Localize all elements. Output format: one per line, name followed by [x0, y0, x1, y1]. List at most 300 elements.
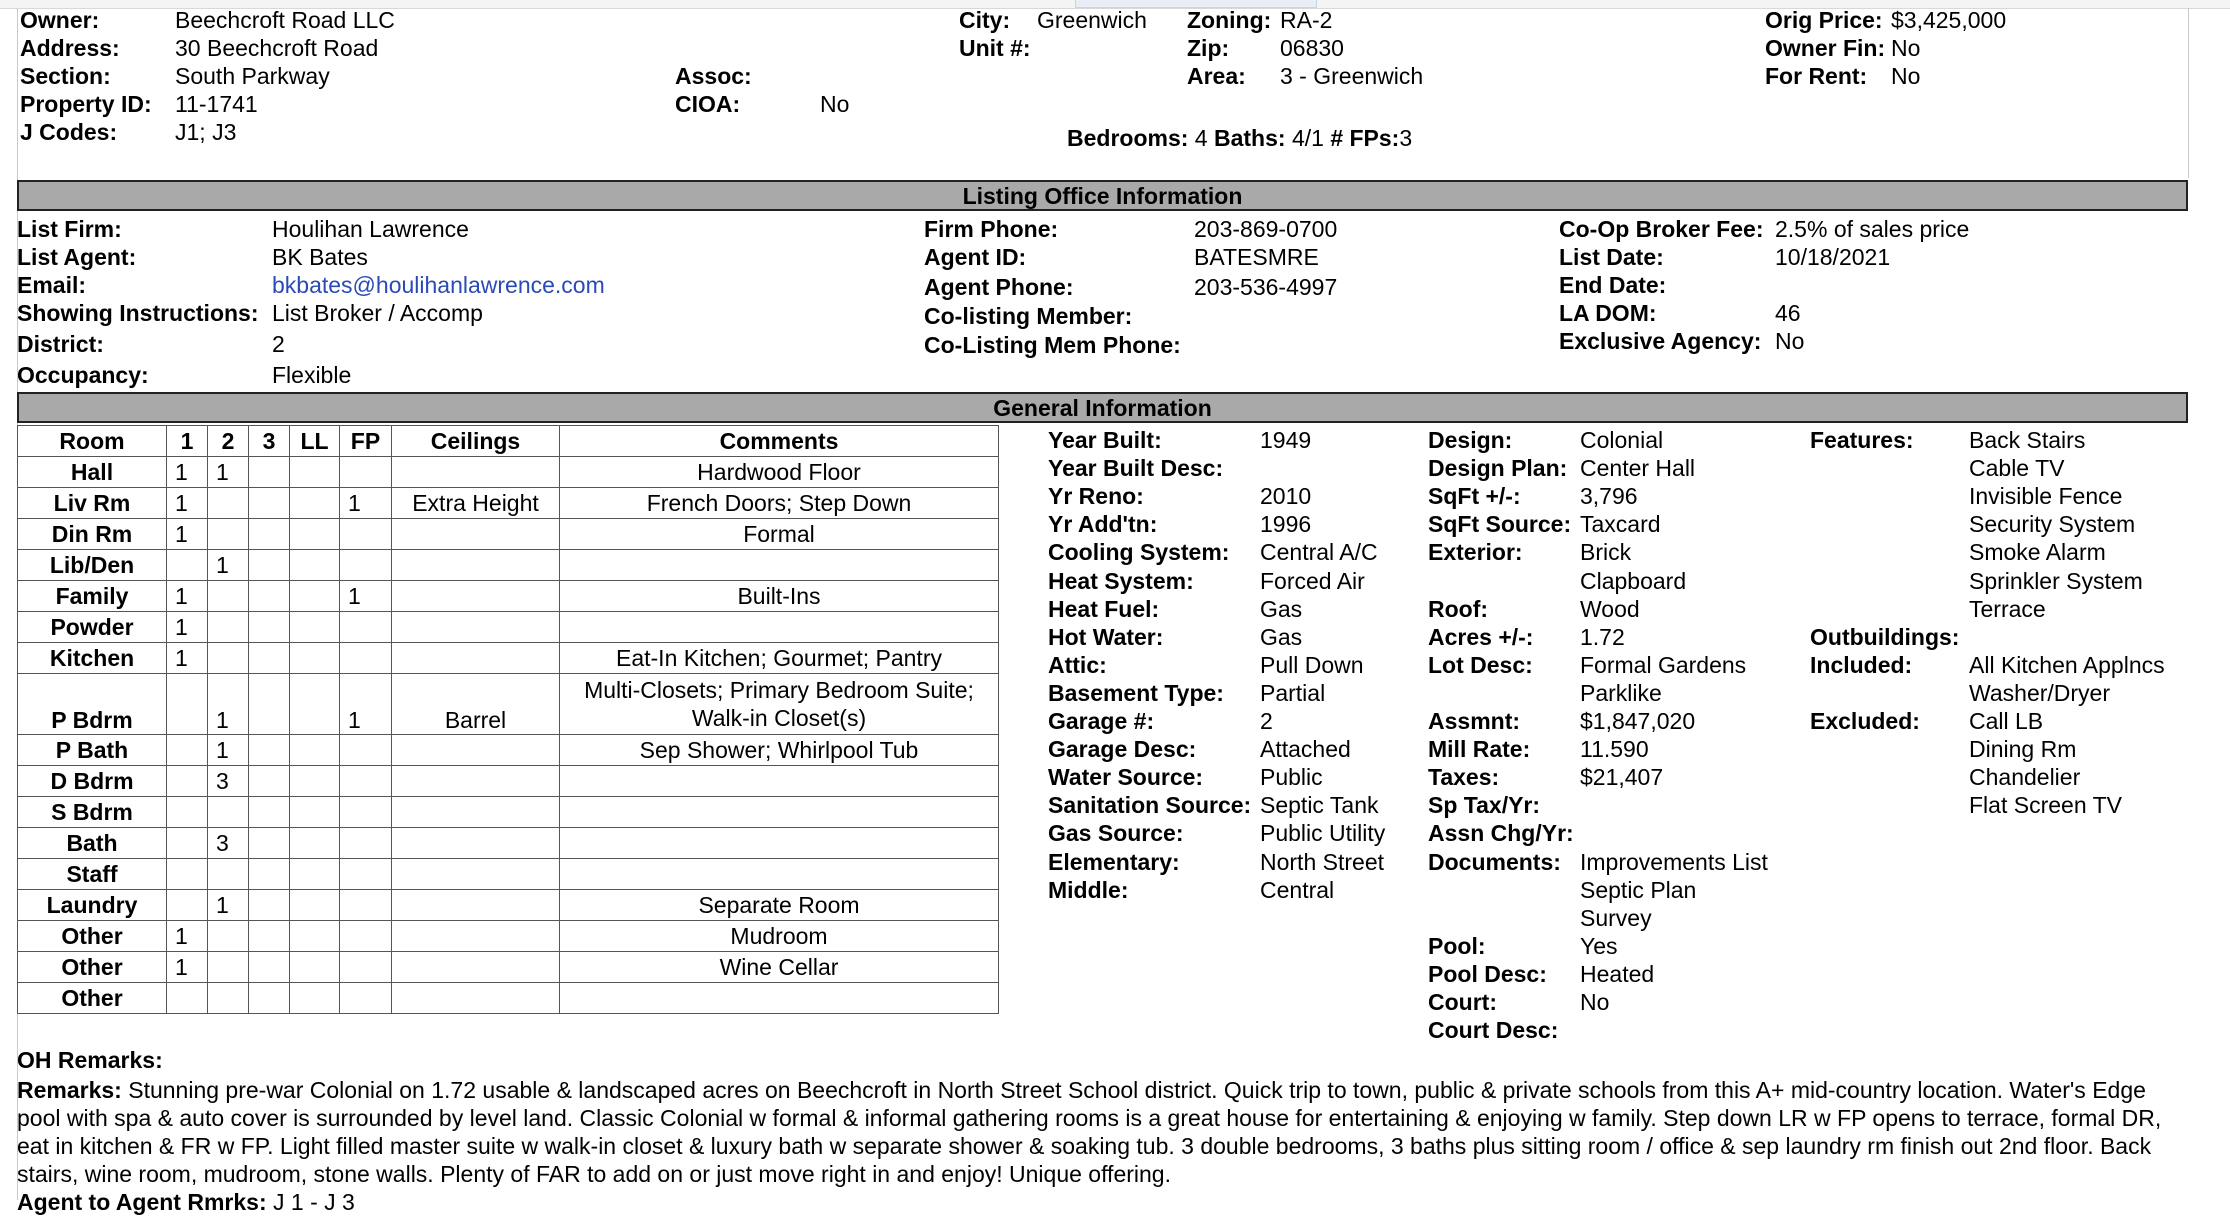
zip-label: Zip: — [1187, 35, 1230, 61]
showing-value: List Broker / Accomp — [272, 300, 483, 326]
rooms-row — [18, 612, 999, 643]
room-cell-l3 — [249, 735, 290, 766]
firm-phone-value: 203-869-0700 — [1194, 216, 1338, 242]
col_b-value: 11.590 — [1580, 736, 1649, 763]
owner-fin-value: No — [1891, 35, 1921, 61]
room-cell-ll — [290, 828, 340, 859]
rooms-row — [18, 674, 999, 735]
agent-remarks-text: J 1 - J 3 — [273, 1189, 355, 1215]
agent-phone-label: Agent Phone: — [924, 274, 1074, 300]
col_b-value: Yes — [1580, 932, 1618, 959]
list-agent-label: List Agent: — [17, 244, 137, 270]
room-cell-fp: 1 — [340, 674, 392, 735]
col_c-value: Washer/Dryer — [1969, 679, 2110, 706]
zoning-value: RA-2 — [1280, 7, 1333, 33]
owner-fin-label: Owner Fin: — [1765, 35, 1886, 61]
col_b-label: Design: — [1428, 427, 1513, 453]
room-cell-comments: Built-Ins — [560, 581, 999, 612]
room-cell-room: Hall — [18, 457, 167, 488]
room-cell-l3 — [249, 828, 290, 859]
room-cell-ll — [290, 859, 340, 890]
room-cell-comments: Multi-Closets; Primary Bedroom Suite; Walk-in Closet(s) — [560, 674, 999, 735]
col_a-value: 2 — [1260, 708, 1273, 734]
assoc-label: Assoc: — [675, 63, 752, 89]
room-cell-l2 — [208, 921, 249, 952]
room-cell-l3 — [249, 766, 290, 797]
remarks-block — [17, 1076, 2187, 1188]
rooms-row — [18, 859, 999, 890]
col_b-label: Court: — [1428, 989, 1497, 1015]
col_b-value: Center Hall — [1580, 455, 1696, 482]
room-cell-l1 — [167, 797, 208, 828]
room-cell-l1: 1 — [167, 581, 208, 612]
room-cell-comments — [560, 612, 999, 643]
room-cell-comments: Separate Room — [560, 890, 999, 921]
room-cell-l2 — [208, 797, 249, 828]
col_a-value: Partial — [1260, 679, 1326, 706]
room-cell-l1: 1 — [167, 952, 208, 983]
rooms-header-cell: 2 — [208, 426, 249, 457]
room-cell-ceilings — [392, 828, 560, 859]
listing-office-banner: Listing Office Information — [17, 180, 2188, 211]
col_a-label: Middle: — [1048, 876, 1129, 903]
room-cell-l2: 1 — [208, 550, 249, 581]
room-cell-ceilings — [392, 890, 560, 921]
col_a-value: Public — [1260, 764, 1323, 791]
room-cell-l2: 1 — [208, 890, 249, 921]
room-cell-ll — [290, 550, 340, 581]
room-cell-l3 — [249, 952, 290, 983]
col_c-value: Call LB — [1969, 708, 2044, 734]
rooms-row — [18, 828, 999, 859]
rooms-row — [18, 488, 999, 519]
bed-bath-line — [1067, 124, 1412, 152]
col_c-value: Smoke Alarm — [1969, 539, 2106, 566]
room-cell-ceilings — [392, 797, 560, 828]
room-cell-l2 — [208, 983, 249, 1014]
rooms-row — [18, 797, 999, 828]
remarks-label: Remarks: — [17, 1077, 122, 1103]
room-cell-comments — [560, 828, 999, 859]
col_c-value: All Kitchen Applncs — [1969, 651, 2165, 678]
excl-agency-value: No — [1775, 328, 1805, 354]
room-cell-fp — [340, 519, 392, 550]
agent-remarks-line — [17, 1188, 355, 1216]
room-cell-fp — [340, 890, 392, 921]
jcodes-label: J Codes: — [20, 119, 118, 145]
col_c-label: Features: — [1810, 427, 1914, 453]
room-cell-comments — [560, 550, 999, 581]
room-cell-ll — [290, 519, 340, 550]
for-rent-value: No — [1891, 63, 1921, 89]
room-cell-ceilings — [392, 550, 560, 581]
col_a-value: Septic Tank — [1260, 792, 1379, 819]
room-cell-l1 — [167, 890, 208, 921]
rooms-header-cell: 3 — [249, 426, 290, 457]
room-cell-l2 — [208, 859, 249, 890]
colist-member-label: Co-listing Member: — [924, 303, 1133, 329]
col_b-value: Colonial — [1580, 427, 1664, 453]
oh-remarks-label: OH Remarks: — [17, 1047, 163, 1073]
room-cell-ceilings — [392, 519, 560, 550]
rooms-header-cell: LL — [290, 426, 340, 457]
col_b-value: $1,847,020 — [1580, 708, 1696, 734]
col_a-label: Yr Reno: — [1048, 483, 1144, 510]
room-cell-ceilings — [392, 612, 560, 643]
room-cell-fp — [340, 643, 392, 674]
list-firm-label: List Firm: — [17, 216, 122, 242]
room-cell-room: Staff — [18, 859, 167, 890]
room-cell-l2 — [208, 581, 249, 612]
col_a-label: Sanitation Source: — [1048, 792, 1252, 819]
agent-remarks-label: Agent to Agent Rmrks: — [17, 1189, 267, 1215]
room-cell-room: Other — [18, 952, 167, 983]
rooms-header-cell: 1 — [167, 426, 208, 457]
unit-label: Unit #: — [959, 35, 1031, 61]
room-cell-room: P Bath — [18, 735, 167, 766]
room-cell-l3 — [249, 612, 290, 643]
room-cell-ll — [290, 612, 340, 643]
room-cell-ceilings — [392, 859, 560, 890]
room-cell-comments — [560, 983, 999, 1014]
col_b-label: Mill Rate: — [1428, 736, 1531, 763]
col_b-label: Documents: — [1428, 848, 1561, 875]
room-cell-comments: Formal — [560, 519, 999, 550]
room-cell-ll — [290, 488, 340, 519]
col_b-value: Septic Plan — [1580, 876, 1697, 903]
email-link[interactable]: bkbates@houlihanlawrence.com — [272, 272, 605, 298]
room-cell-ceilings: Extra Height — [392, 488, 560, 519]
jcodes-value: J1; J3 — [175, 119, 237, 145]
room-cell-l1 — [167, 828, 208, 859]
room-cell-room: Family — [18, 581, 167, 612]
room-cell-ll — [290, 983, 340, 1014]
agent-id-label: Agent ID: — [924, 244, 1027, 270]
col_a-value: 1996 — [1260, 511, 1312, 538]
orig-price-label: Orig Price: — [1765, 7, 1883, 33]
room-cell-l1: 1 — [167, 457, 208, 488]
rooms-header-cell: Room — [18, 426, 167, 457]
baths-value: 4/1 — [1291, 125, 1324, 151]
col_c-value: Flat Screen TV — [1969, 792, 2122, 819]
room-cell-l3 — [249, 921, 290, 952]
col_b-label: Pool: — [1428, 932, 1486, 959]
fps-label: # FPs: — [1330, 125, 1400, 151]
room-cell-l3 — [249, 890, 290, 921]
room-cell-l1 — [167, 674, 208, 735]
room-cell-l3 — [249, 581, 290, 612]
property-id-value: 11-1741 — [175, 91, 258, 117]
owner-label: Owner: — [20, 7, 100, 33]
room-cell-l1 — [167, 859, 208, 890]
col_b-label: SqFt +/-: — [1428, 483, 1521, 510]
room-cell-l3 — [249, 488, 290, 519]
room-cell-l1: 1 — [167, 643, 208, 674]
room-cell-fp — [340, 983, 392, 1014]
col_a-value: North Street — [1260, 848, 1384, 875]
coop-fee-label: Co-Op Broker Fee: — [1559, 216, 1764, 242]
city-value: Greenwich — [1037, 7, 1147, 33]
col_c-value: Chandelier — [1969, 764, 2081, 791]
col_c-label: Outbuildings: — [1810, 623, 1960, 650]
room-cell-ceilings — [392, 766, 560, 797]
room-cell-ll — [290, 735, 340, 766]
room-cell-comments: Eat-In Kitchen; Gourmet; Pantry — [560, 643, 999, 674]
room-cell-fp: 1 — [340, 488, 392, 519]
room-cell-l2: 1 — [208, 457, 249, 488]
rooms-row — [18, 457, 999, 488]
orig-price-value: $3,425,000 — [1891, 7, 2007, 33]
room-cell-fp: 1 — [340, 581, 392, 612]
col_a-label: Garage Desc: — [1048, 736, 1197, 763]
col_b-value: No — [1580, 989, 1610, 1015]
col_b-value: 3,796 — [1580, 483, 1638, 510]
list-firm-value: Houlihan Lawrence — [272, 216, 469, 242]
room-cell-l1: 1 — [167, 612, 208, 643]
section-label: Section: — [20, 63, 111, 89]
room-cell-fp — [340, 766, 392, 797]
room-cell-room: Bath — [18, 828, 167, 859]
rooms-header-cell: Ceilings — [392, 426, 560, 457]
room-cell-ceilings — [392, 952, 560, 983]
excl-agency-label: Exclusive Agency: — [1559, 328, 1762, 354]
room-cell-ll — [290, 952, 340, 983]
col_c-value: Sprinkler System — [1969, 567, 2143, 594]
zoning-label: Zoning: — [1187, 7, 1272, 33]
baths-label: Baths: — [1213, 125, 1286, 151]
col_a-label: Cooling System: — [1048, 539, 1230, 566]
room-cell-ll — [290, 797, 340, 828]
address-label: Address: — [20, 35, 120, 61]
room-cell-fp — [340, 457, 392, 488]
col_b-value: Taxcard — [1580, 511, 1661, 538]
col_b-value: Clapboard — [1580, 567, 1687, 594]
room-cell-comments: Mudroom — [560, 921, 999, 952]
col_b-value: Formal Gardens — [1580, 651, 1747, 678]
col_a-label: Year Built Desc: — [1048, 455, 1224, 482]
right-border — [2188, 8, 2189, 178]
rooms-header-cell: Comments — [560, 426, 999, 457]
room-cell-room: Lib/Den — [18, 550, 167, 581]
col_b-value: Brick — [1580, 539, 1632, 566]
col_a-label: Water Source: — [1048, 764, 1204, 791]
room-cell-l2 — [208, 488, 249, 519]
room-cell-l1: 1 — [167, 519, 208, 550]
room-cell-ll — [290, 643, 340, 674]
col_c-label: Included: — [1810, 651, 1913, 678]
col_a-value: Public Utility — [1260, 820, 1386, 847]
room-cell-fp — [340, 612, 392, 643]
col_a-label: Garage #: — [1048, 708, 1155, 734]
list-date-value: 10/18/2021 — [1775, 244, 1891, 270]
col_b-label: Assn Chg/Yr: — [1428, 820, 1574, 847]
bedrooms-label: Bedrooms: — [1067, 125, 1189, 151]
col_a-label: Basement Type: — [1048, 679, 1224, 706]
room-cell-room: Liv Rm — [18, 488, 167, 519]
col_b-value: $21,407 — [1580, 764, 1664, 791]
room-cell-ll — [290, 890, 340, 921]
room-cell-l2: 1 — [208, 735, 249, 766]
room-cell-ceilings — [392, 457, 560, 488]
rooms-table — [17, 425, 999, 1014]
showing-label: Showing Instructions: — [17, 300, 259, 326]
room-cell-fp — [340, 735, 392, 766]
col_b-value: Survey — [1580, 904, 1652, 931]
col_b-value: Parklike — [1580, 679, 1662, 706]
room-cell-ll — [290, 581, 340, 612]
col_b-label: Sp Tax/Yr: — [1428, 792, 1541, 819]
room-cell-l2 — [208, 519, 249, 550]
rooms-header-row — [18, 426, 999, 457]
col_a-value: Pull Down — [1260, 651, 1364, 678]
room-cell-l3 — [249, 983, 290, 1014]
col_a-label: Year Built: — [1048, 427, 1162, 453]
room-cell-ceilings: Barrel — [392, 674, 560, 735]
room-cell-l3 — [249, 674, 290, 735]
rooms-row — [18, 519, 999, 550]
col_a-label: Gas Source: — [1048, 820, 1184, 847]
room-cell-ceilings — [392, 581, 560, 612]
list-agent-value: BK Bates — [272, 244, 368, 270]
room-cell-l1: 1 — [167, 488, 208, 519]
area-value: 3 - Greenwich — [1280, 63, 1424, 89]
col_a-value: Central A/C — [1260, 539, 1378, 566]
col_b-label: Lot Desc: — [1428, 651, 1533, 678]
rooms-row — [18, 581, 999, 612]
room-cell-comments: Hardwood Floor — [560, 457, 999, 488]
room-cell-ll — [290, 674, 340, 735]
end-date-label: End Date: — [1559, 272, 1667, 298]
rooms-row — [18, 735, 999, 766]
room-cell-fp — [340, 859, 392, 890]
room-cell-l1 — [167, 983, 208, 1014]
col_a-value: Gas — [1260, 623, 1303, 650]
col_a-value: Forced Air — [1260, 567, 1365, 594]
col_a-label: Elementary: — [1048, 848, 1180, 875]
col_c-value: Cable TV — [1969, 455, 2065, 482]
room-cell-ceilings — [392, 735, 560, 766]
col_b-label: Assmnt: — [1428, 708, 1521, 734]
col_b-value: Wood — [1580, 595, 1640, 622]
section-value: South Parkway — [175, 63, 330, 89]
col_a-label: Hot Water: — [1048, 623, 1164, 650]
col_b-label: Acres +/-: — [1428, 623, 1534, 650]
room-cell-comments — [560, 766, 999, 797]
rooms-row — [18, 643, 999, 674]
agent-phone-value: 203-536-4997 — [1194, 274, 1338, 300]
room-cell-room: D Bdrm — [18, 766, 167, 797]
col_b-label: SqFt Source: — [1428, 511, 1572, 538]
room-cell-room: Kitchen — [18, 643, 167, 674]
address-value: 30 Beechcroft Road — [175, 35, 379, 61]
area-label: Area: — [1187, 63, 1246, 89]
list-date-label: List Date: — [1559, 244, 1664, 270]
room-cell-l3 — [249, 519, 290, 550]
firm-phone-label: Firm Phone: — [924, 216, 1059, 242]
col_a-label: Heat Fuel: — [1048, 595, 1160, 622]
col_c-label: Excluded: — [1810, 708, 1920, 734]
for-rent-label: For Rent: — [1765, 63, 1868, 89]
col_a-value: Attached — [1260, 736, 1351, 763]
room-cell-ll — [290, 457, 340, 488]
room-cell-fp — [340, 921, 392, 952]
occupancy-value: Flexible — [272, 362, 352, 388]
cioa-value: No — [820, 91, 850, 117]
room-cell-l2: 3 — [208, 766, 249, 797]
room-cell-comments — [560, 859, 999, 890]
room-cell-l2: 1 — [208, 674, 249, 735]
room-cell-l3 — [249, 859, 290, 890]
room-cell-comments: Wine Cellar — [560, 952, 999, 983]
room-cell-ll — [290, 921, 340, 952]
room-cell-room: Powder — [18, 612, 167, 643]
rooms-row — [18, 550, 999, 581]
col_a-label: Heat System: — [1048, 567, 1194, 594]
col_a-value: 1949 — [1260, 427, 1312, 453]
col_c-value: Invisible Fence — [1969, 483, 2123, 510]
room-cell-l1 — [167, 550, 208, 581]
col_a-label: Attic: — [1048, 651, 1107, 678]
rooms-row — [18, 983, 999, 1014]
col_b-label: Court Desc: — [1428, 1017, 1559, 1044]
room-cell-ll — [290, 766, 340, 797]
email-label: Email: — [17, 272, 87, 298]
la-dom-label: LA DOM: — [1559, 300, 1657, 326]
room-cell-l3 — [249, 797, 290, 828]
rooms-row — [18, 952, 999, 983]
fps-value: 3 — [1399, 125, 1413, 151]
room-cell-l1: 1 — [167, 921, 208, 952]
property-id-label: Property ID: — [20, 91, 152, 117]
room-cell-fp — [340, 797, 392, 828]
room-cell-l1 — [167, 766, 208, 797]
room-cell-comments: French Doors; Step Down — [560, 488, 999, 519]
cioa-label: CIOA: — [675, 91, 741, 117]
room-cell-l2 — [208, 612, 249, 643]
owner-value: Beechcroft Road LLC — [175, 7, 395, 33]
col_b-value: 1.72 — [1580, 623, 1625, 650]
col_b-value: Improvements List — [1580, 848, 1768, 875]
room-cell-l2 — [208, 643, 249, 674]
room-cell-comments: Sep Shower; Whirlpool Tub — [560, 735, 999, 766]
col_a-label: Yr Add'tn: — [1048, 511, 1158, 538]
room-cell-ceilings — [392, 983, 560, 1014]
la-dom-value: 46 — [1775, 300, 1801, 326]
col_b-value: Heated — [1580, 960, 1655, 987]
room-cell-fp — [340, 828, 392, 859]
room-cell-room: S Bdrm — [18, 797, 167, 828]
city-label: City: — [959, 7, 1011, 33]
col_b-label: Pool Desc: — [1428, 960, 1547, 987]
room-cell-l1 — [167, 735, 208, 766]
rooms-header-cell: FP — [340, 426, 392, 457]
rooms-row — [18, 921, 999, 952]
room-cell-room: Other — [18, 983, 167, 1014]
room-cell-l3 — [249, 457, 290, 488]
col_c-value: Security System — [1969, 511, 2136, 538]
col_a-value: 2010 — [1260, 483, 1312, 510]
room-cell-ceilings — [392, 921, 560, 952]
bedrooms-value: 4 — [1194, 125, 1208, 151]
general-info-banner: General Information — [17, 392, 2188, 423]
agent-id-value: BATESMRE — [1194, 244, 1319, 270]
colist-phone-label: Co-Listing Mem Phone: — [924, 332, 1181, 358]
col_c-value: Dining Rm — [1969, 736, 2077, 763]
rooms-row — [18, 766, 999, 797]
district-label: District: — [17, 331, 104, 357]
room-cell-room: Din Rm — [18, 519, 167, 550]
room-cell-l2: 3 — [208, 828, 249, 859]
